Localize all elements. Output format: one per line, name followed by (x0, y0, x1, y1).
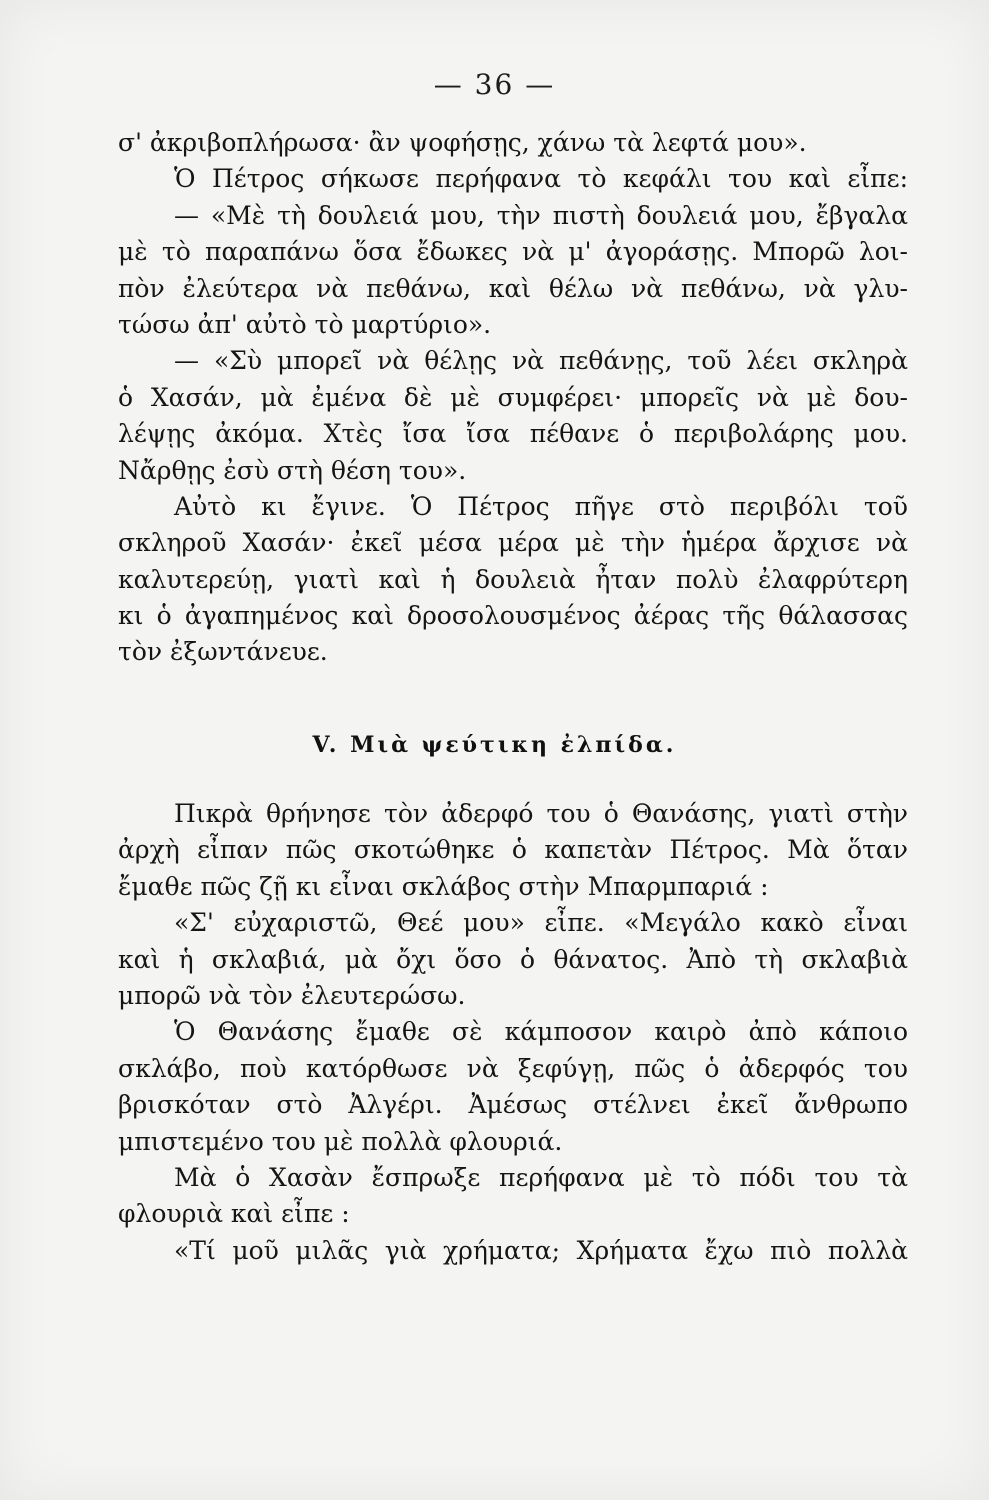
text-line: «Σ' εὐχαριστῶ, Θεέ μου» εἶπε. «Μεγάλο κακὸ εἶναι (174, 908, 908, 938)
text-line: ἀρχὴ εἶπαν πῶς σκοτώθηκε ὁ καπετὰν Πέτρος. Μὰ ὅταν (118, 835, 908, 865)
text-block-1 (118, 125, 908, 671)
page-number: — 36 — (433, 68, 556, 101)
text-line: φλουριὰ καὶ εἶπε : (118, 1199, 350, 1229)
text-line: μὲ τὸ παραπάνω ὅσα ἔδωκες νὰ μ' ἀγοράσῃς. Μπορῶ λοι- (118, 237, 908, 267)
text-line: κι ὁ ἀγαπημένος καὶ δροσολουσμένος ἀέρας τῆς θάλασσας (118, 601, 908, 631)
section-heading: V. Μιὰ ψεύτικη ἐλπίδα. (312, 732, 677, 758)
text-block-2 (118, 796, 908, 1269)
text-line: σκληροῦ Χασάν· ἐκεῖ μέσα μέρα μὲ τὴν ἡμέρα ἄρχισε νὰ (118, 528, 908, 558)
text-line: ὁ Χασάν, μὰ ἐμένα δὲ μὲ συμφέρει· μπορεῖς νὰ μὲ δου- (118, 382, 908, 412)
text-line: Ὁ Θανάσης ἔμαθε σὲ κάμποσον καιρὸ ἀπὸ κάποιο (174, 1017, 908, 1047)
text-line: τὸν ἐξωντάνευε. (118, 637, 328, 667)
text-line: Αὐτὸ κι ἔγινε. Ὁ Πέτρος πῆγε στὸ περιβόλι τοῦ (174, 491, 908, 521)
text-line: Ὁ Πέτρος σήκωσε περήφανα τὸ κεφάλι του καὶ εἶπε: (174, 164, 908, 194)
text-line: μπιστεμένο του μὲ πολλὰ φλουριά. (118, 1126, 563, 1156)
text-line: σ' ἀκριβοπλήρωσα· ἂν ψοφήσῃς, χάνω τὰ λεφτά μου». (118, 128, 807, 157)
text-line: Μὰ ὁ Χασὰν ἔσπρωξε περήφανα μὲ τὸ πόδι του τὰ (174, 1162, 908, 1192)
text-line: καλυτερεύῃ, γιατὶ καὶ ἡ δουλειὰ ἦταν πολὺ ἐλαφρύτερη (118, 564, 908, 594)
text-line: ἔμαθε πῶς ζῇ κι εἶναι σκλάβος στὴν Μπαρμπαριά : (118, 871, 769, 901)
text-line: λέψῃς ἀκόμα. Χτὲς ἴσα ἴσα πέθανε ὁ περιβολάρης μου. (118, 419, 908, 449)
text-line: «Τί μοῦ μιλᾶς γιὰ χρήματα; Χρήματα ἔχω πιὸ πολλὰ (174, 1235, 908, 1265)
text-line: καὶ ἡ σκλαβιά, μὰ ὄχι ὅσο ὁ θάνατος. Ἀπὸ τὴ σκλαβιὰ (118, 944, 908, 974)
text-line: μπορῶ νὰ τὸν ἐλευτερώσω. (118, 980, 466, 1010)
text-line: πὸν ἐλεύτερα νὰ πεθάνω, καὶ θέλω νὰ πεθάνω, νὰ γλυ- (118, 273, 908, 303)
text-line: Πικρὰ θρήνησε τὸν ἀδερφό του ὁ Θανάσης, γιατὶ στὴν (174, 799, 908, 828)
text-line: Νἄρθῃς ἐσὺ στὴ θέση του». (118, 455, 467, 485)
text-line: βρισκόταν στὸ Ἀλγέρι. Ἀμέσως στέλνει ἐκεῖ ἄνθρωπο (118, 1090, 908, 1120)
text-line: σκλάβο, ποὺ κατόρθωσε νὰ ξεφύγῃ, πῶς ὁ ἀδερφός του (118, 1053, 908, 1083)
text-line: τώσω ἀπ' αὐτὸ τὸ μαρτύριο». (118, 309, 492, 339)
text-line: — «Μὲ τὴ δουλειά μου, τὴν πιστὴ δουλειά μου, ἔβγαλα (174, 200, 908, 230)
text-line: — «Σὺ μπορεῖ νὰ θέλῃς νὰ πεθάνῃς, τοῦ λέει σκληρὰ (174, 346, 908, 376)
